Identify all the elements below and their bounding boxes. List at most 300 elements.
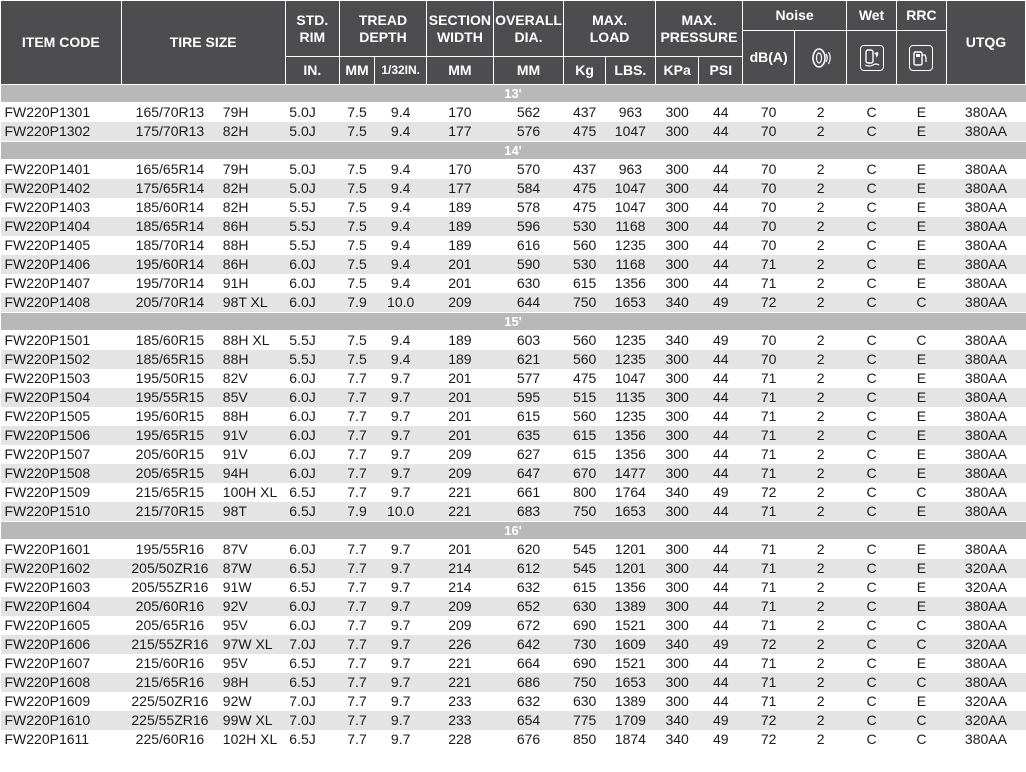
table-cell: 340 <box>665 332 689 348</box>
table-cell: 70 <box>760 199 777 215</box>
table-cell: 2 <box>816 332 825 348</box>
table-cell: E <box>896 122 946 142</box>
table-row <box>1 578 1026 597</box>
table-cell: 300 <box>665 408 689 424</box>
table-cell: 44 <box>699 502 743 522</box>
table-cell: FW220P1507 <box>4 446 91 462</box>
table-cell: 577 <box>516 370 541 386</box>
table-cell: 475 <box>572 199 597 215</box>
table-cell: 300 <box>655 350 699 369</box>
table-cell: 595 <box>493 388 564 407</box>
table-cell: 185/60R15 <box>135 332 205 348</box>
table-cell: 209 <box>448 446 472 462</box>
table-cell: 2 <box>795 122 847 142</box>
table-cell: 82H <box>222 199 249 215</box>
table-cell: 9.7 <box>390 731 411 747</box>
table-cell: FW220P1508 <box>1 464 122 483</box>
table-cell: 7.5 <box>347 199 367 215</box>
table-cell: 215/70R15 <box>121 502 219 522</box>
table-cell: FW220P1509 <box>4 484 91 500</box>
table-cell: C <box>866 693 877 709</box>
table-cell: 209 <box>427 293 494 313</box>
table-cell: 5.5J <box>285 217 339 236</box>
table-cell: E <box>916 237 927 253</box>
table-cell: 340 <box>655 635 699 654</box>
table-cell: 71 <box>760 541 777 557</box>
table-cell: 72 <box>743 711 795 730</box>
table-cell: 1047 <box>614 370 646 386</box>
table-cell: 7.7 <box>339 711 374 730</box>
table-cell: 380AA <box>946 122 1025 142</box>
table-cell: 7.5 <box>339 350 374 369</box>
table-cell: 340 <box>655 293 699 313</box>
table-cell: 2 <box>816 617 825 633</box>
table-cell: 620 <box>516 541 541 557</box>
table-cell: 7.9 <box>339 293 374 313</box>
table-cell: FW220P1503 <box>4 370 91 386</box>
table-cell: E <box>916 655 927 671</box>
table-cell: C <box>916 484 927 500</box>
table-cell: E <box>896 597 946 616</box>
table-cell: 437 <box>572 161 597 177</box>
header-noise: Noise <box>743 1 847 31</box>
table-cell: 380AA <box>964 199 1007 215</box>
unit-std-rim: IN. <box>285 57 339 85</box>
table-cell: 7.7 <box>347 541 367 557</box>
table-cell: 201 <box>448 408 472 424</box>
table-cell: 475 <box>564 122 606 142</box>
table-cell: 205/65R16 <box>135 617 205 633</box>
table-cell: 963 <box>618 104 643 120</box>
table-cell: 71 <box>743 426 795 445</box>
table-row <box>1 559 1026 578</box>
table-cell: 71 <box>760 579 777 595</box>
table-cell: C <box>866 655 877 671</box>
table-cell: 1201 <box>614 541 646 557</box>
table-cell: 44 <box>699 255 743 274</box>
table-cell: 214 <box>448 579 472 595</box>
table-cell: 92W <box>222 693 252 709</box>
table-cell: 6.0J <box>285 293 339 313</box>
table-cell: 165/70R13 <box>135 104 205 120</box>
table-cell: 215/65R16 <box>121 673 219 692</box>
table-cell: 195/70R14 <box>135 275 205 291</box>
table-cell: E <box>896 502 946 522</box>
unit-load-kg: Kg <box>564 57 606 85</box>
table-cell: 690 <box>572 617 597 633</box>
table-cell: 9.7 <box>390 579 411 595</box>
table-cell: FW220P1510 <box>1 502 122 522</box>
table-cell: 380AA <box>964 731 1007 747</box>
table-cell: C <box>866 617 877 633</box>
table-cell: 201 <box>427 426 494 445</box>
table-cell: 72 <box>743 635 795 654</box>
table-cell: C <box>866 199 877 215</box>
table-cell: 380AA <box>964 655 1007 671</box>
table-cell: 221 <box>427 673 494 692</box>
table-cell: 72 <box>760 731 777 747</box>
table-cell: 195/65R15 <box>121 426 219 445</box>
table-cell: 9.7 <box>390 370 411 386</box>
table-cell: 775 <box>564 711 606 730</box>
table-cell: 71 <box>743 255 795 274</box>
table-cell: 340 <box>655 711 699 730</box>
table-row <box>1 502 1026 522</box>
table-cell: 49 <box>699 635 743 654</box>
table-cell: 185/70R14 <box>135 237 205 253</box>
table-cell: 9.4 <box>375 255 427 274</box>
table-cell: 9.4 <box>390 199 411 215</box>
table-cell: 9.7 <box>375 635 427 654</box>
table-cell: 71 <box>743 502 795 522</box>
table-cell: 380AA <box>946 255 1025 274</box>
table-row <box>1 293 1026 313</box>
table-cell: 170 <box>448 104 472 120</box>
header-overall-dia: OVERALL DIA. <box>493 1 564 57</box>
table-cell: 6.5J <box>289 579 316 595</box>
table-cell: C <box>866 104 877 120</box>
table-cell: 320AA <box>946 711 1025 730</box>
table-cell: 71 <box>760 370 777 386</box>
table-cell: 215/60R16 <box>135 655 205 671</box>
table-cell: E <box>896 217 946 236</box>
table-cell: 1764 <box>614 484 646 500</box>
table-cell: 2 <box>816 199 825 215</box>
table-cell: FW220P1602 <box>1 559 122 578</box>
table-cell: 221 <box>448 484 472 500</box>
table-cell: 1874 <box>614 731 646 747</box>
table-cell: 225/50ZR16 <box>131 693 209 709</box>
table-cell: 7.5 <box>339 122 374 142</box>
table-cell: 98T XL <box>219 293 286 313</box>
table-cell: FW220P1606 <box>1 635 122 654</box>
table-cell: 1168 <box>605 255 655 274</box>
table-cell: 320AA <box>964 693 1007 709</box>
table-cell: 215/65R15 <box>135 484 205 500</box>
table-cell: 71 <box>760 275 777 291</box>
table-row <box>1 388 1026 407</box>
table-cell: 71 <box>760 693 777 709</box>
table-row <box>1 198 1026 217</box>
table-cell: 195/50R15 <box>135 370 205 386</box>
table-cell: 615 <box>572 579 597 595</box>
table-cell: FW220P1605 <box>4 617 91 633</box>
table-cell: 1356 <box>614 275 646 291</box>
table-cell: 9.7 <box>390 484 411 500</box>
table-cell: 1653 <box>605 502 655 522</box>
table-cell: 380AA <box>964 446 1007 462</box>
table-cell: 612 <box>493 559 564 578</box>
table-cell: 2 <box>816 408 825 424</box>
table-cell: FW220P1405 <box>4 237 91 253</box>
table-cell: 102H XL <box>222 731 278 747</box>
table-cell: 380AA <box>964 332 1007 348</box>
table-cell: 7.7 <box>347 617 367 633</box>
table-cell: 88H <box>222 237 249 253</box>
table-cell: E <box>916 693 927 709</box>
table-cell: 5.0J <box>289 161 316 177</box>
table-cell: 380AA <box>946 673 1025 692</box>
table-cell: 195/55R16 <box>135 541 205 557</box>
table-cell: 9.7 <box>375 559 427 578</box>
table-cell: 300 <box>655 502 699 522</box>
table-cell: 7.7 <box>339 635 374 654</box>
table-cell: FW220P1610 <box>1 711 122 730</box>
table-cell: E <box>916 199 927 215</box>
table-cell: 70 <box>760 332 777 348</box>
table-cell: 530 <box>564 255 606 274</box>
table-cell: 630 <box>516 275 541 291</box>
table-cell: C <box>866 370 877 386</box>
table-cell: 189 <box>448 237 472 253</box>
table-cell: 2 <box>795 673 847 692</box>
table-cell: 91V <box>219 426 286 445</box>
table-row <box>1 730 1026 749</box>
header-max-pressure: MAX. PRESSURE <box>655 1 742 57</box>
table-cell: 189 <box>427 350 494 369</box>
table-cell: 380AA <box>964 237 1007 253</box>
table-row <box>1 445 1026 464</box>
table-cell: 6.5J <box>289 655 316 671</box>
table-cell: FW220P1401 <box>4 161 91 177</box>
table-cell: 87W <box>219 559 286 578</box>
table-cell: 690 <box>572 655 597 671</box>
table-cell: 7.7 <box>347 408 367 424</box>
table-cell: 300 <box>665 693 689 709</box>
table-cell: 300 <box>655 122 699 142</box>
table-cell: 2 <box>816 579 825 595</box>
table-cell: 730 <box>564 635 606 654</box>
table-cell: 49 <box>699 711 743 730</box>
table-cell: 320AA <box>964 579 1007 595</box>
table-cell: 201 <box>448 541 472 557</box>
table-cell: 2 <box>795 635 847 654</box>
table-cell: 2 <box>816 104 825 120</box>
table-cell: 99W XL <box>219 711 286 730</box>
table-cell: 300 <box>665 104 689 120</box>
table-cell: E <box>896 179 946 198</box>
table-cell: FW220P1607 <box>4 655 91 671</box>
table-row <box>1 654 1026 673</box>
table-cell: 9.7 <box>390 408 411 424</box>
table-cell: 205/65R15 <box>121 464 219 483</box>
unit-tread-mm: MM <box>339 57 374 85</box>
table-cell: 7.7 <box>347 484 367 500</box>
rim-group-row <box>1 313 1026 331</box>
table-cell: 205/60R16 <box>121 597 219 616</box>
table-cell: 7.5 <box>339 255 374 274</box>
table-cell: 7.5 <box>347 332 367 348</box>
table-cell: 71 <box>760 617 777 633</box>
table-cell: 380AA <box>946 502 1025 522</box>
table-cell: 201 <box>448 370 472 386</box>
table-cell: 94H <box>219 464 286 483</box>
table-cell: 850 <box>572 731 597 747</box>
table-cell: 2 <box>795 426 847 445</box>
table-cell: 5.5J <box>289 199 316 215</box>
table-cell: FW220P1404 <box>1 217 122 236</box>
rim-size-label: 13' <box>1 85 1026 103</box>
table-cell: 9.7 <box>375 673 427 692</box>
table-cell: 70 <box>743 350 795 369</box>
table-cell: 1356 <box>614 579 646 595</box>
table-cell: 70 <box>760 237 777 253</box>
table-cell: C <box>847 559 897 578</box>
table-cell: 9.4 <box>390 275 411 291</box>
table-cell: 2 <box>795 711 847 730</box>
wet-grip-icon <box>860 45 884 71</box>
table-cell: 7.7 <box>347 579 367 595</box>
table-cell: FW220P1504 <box>1 388 122 407</box>
table-cell: 205/60R15 <box>135 446 205 462</box>
table-cell: 2 <box>795 179 847 198</box>
table-cell: 165/65R14 <box>135 161 205 177</box>
table-cell: 2 <box>795 388 847 407</box>
table-cell: 71 <box>743 673 795 692</box>
table-cell: 300 <box>665 370 689 386</box>
rim-group-row <box>1 142 1026 160</box>
table-cell: 9.7 <box>375 597 427 616</box>
table-cell: 195/60R15 <box>135 408 205 424</box>
table-cell: 201 <box>448 275 472 291</box>
table-cell: C <box>847 635 897 654</box>
table-cell: 9.4 <box>375 350 427 369</box>
table-cell: 300 <box>655 388 699 407</box>
table-cell: 49 <box>713 484 729 500</box>
table-cell: 1135 <box>605 388 655 407</box>
table-cell: 2 <box>816 541 825 557</box>
table-cell: E <box>916 408 927 424</box>
table-row <box>1 369 1026 388</box>
table-cell: 9.7 <box>390 541 411 557</box>
table-cell: 2 <box>816 237 825 253</box>
table-cell: 560 <box>564 350 606 369</box>
table-cell: 380AA <box>946 388 1025 407</box>
table-cell: 300 <box>665 161 689 177</box>
table-cell: 380AA <box>946 426 1025 445</box>
table-cell: E <box>916 275 927 291</box>
table-cell: C <box>847 293 897 313</box>
table-row <box>1 635 1026 654</box>
table-cell: C <box>847 597 897 616</box>
table-cell: 632 <box>516 579 541 595</box>
table-cell: 300 <box>655 426 699 445</box>
table-cell: 1235 <box>605 350 655 369</box>
table-cell: 2 <box>816 275 825 291</box>
table-cell: 2 <box>816 731 825 747</box>
table-cell: 6.5J <box>289 731 316 747</box>
rim-size-label: 16' <box>1 522 1026 540</box>
table-cell: 205/55ZR16 <box>131 579 209 595</box>
table-cell: 7.5 <box>347 275 367 291</box>
table-cell: 320AA <box>946 559 1025 578</box>
table-body <box>1 85 1026 750</box>
table-cell: 72 <box>743 293 795 313</box>
table-cell: 7.5 <box>347 237 367 253</box>
table-cell: C <box>847 464 897 483</box>
table-cell: 1389 <box>614 693 646 709</box>
table-cell: 7.7 <box>347 731 367 747</box>
table-cell: 1235 <box>614 332 646 348</box>
table-cell: FW220P1403 <box>4 199 91 215</box>
table-cell: 340 <box>665 731 689 747</box>
table-cell: 79H <box>222 161 249 177</box>
table-cell: 44 <box>713 617 729 633</box>
table-cell: E <box>896 559 946 578</box>
table-cell: 6.0J <box>285 464 339 483</box>
table-cell: 9.7 <box>390 655 411 671</box>
unit-pressure-psi: PSI <box>699 57 743 85</box>
table-cell: 686 <box>493 673 564 692</box>
table-cell: 6.5J <box>289 484 316 500</box>
table-cell: 44 <box>699 350 743 369</box>
table-cell: 7.7 <box>339 559 374 578</box>
table-cell: 630 <box>564 597 606 616</box>
table-cell: 71 <box>760 446 777 462</box>
table-cell: 300 <box>665 655 689 671</box>
table-cell: 1653 <box>605 293 655 313</box>
table-cell: FW220P1406 <box>1 255 122 274</box>
table-cell: 195/55R15 <box>121 388 219 407</box>
table-cell: 6.0J <box>285 255 339 274</box>
unit-load-lbs: LBS. <box>605 57 655 85</box>
table-cell: 91W <box>222 579 252 595</box>
table-cell: C <box>866 731 877 747</box>
table-cell: 86H <box>219 255 286 274</box>
table-cell: E <box>916 104 927 120</box>
table-cell: 380AA <box>964 161 1007 177</box>
table-cell: 70 <box>743 179 795 198</box>
table-cell: 44 <box>713 446 729 462</box>
table-cell: 340 <box>665 484 689 500</box>
table-row <box>1 160 1026 180</box>
table-cell: 71 <box>760 655 777 671</box>
table-cell: 225/60R16 <box>135 731 205 747</box>
table-cell: C <box>847 502 897 522</box>
table-cell: 7.7 <box>347 655 367 671</box>
table-cell: 6.0J <box>289 541 316 557</box>
table-cell: 9.4 <box>390 332 411 348</box>
header-tread-depth: TREAD DEPTH <box>339 1 426 57</box>
table-cell: 44 <box>713 541 729 557</box>
table-cell: 560 <box>572 237 597 253</box>
table-cell: 9.4 <box>390 237 411 253</box>
table-cell: 2 <box>795 255 847 274</box>
table-cell: 664 <box>516 655 541 671</box>
table-cell: C <box>847 388 897 407</box>
table-cell: E <box>916 541 927 557</box>
table-cell: 635 <box>493 426 564 445</box>
table-cell: 7.7 <box>339 464 374 483</box>
table-row <box>1 483 1026 502</box>
table-cell: 189 <box>448 199 472 215</box>
table-cell: 9.7 <box>375 464 427 483</box>
table-cell: 7.7 <box>347 370 367 386</box>
table-cell: 7.5 <box>347 161 367 177</box>
table-cell: 300 <box>655 179 699 198</box>
table-cell: 475 <box>564 179 606 198</box>
table-cell: 44 <box>699 179 743 198</box>
table-cell: 92V <box>219 597 286 616</box>
header-std-rim: STD. RIM <box>285 1 339 57</box>
table-cell: 6.0J <box>285 426 339 445</box>
table-cell: C <box>866 332 877 348</box>
table-cell: 380AA <box>946 293 1025 313</box>
table-cell: 576 <box>493 122 564 142</box>
table-cell: 177 <box>427 179 494 198</box>
table-cell: 205/70R14 <box>121 293 219 313</box>
table-cell: C <box>866 446 877 462</box>
